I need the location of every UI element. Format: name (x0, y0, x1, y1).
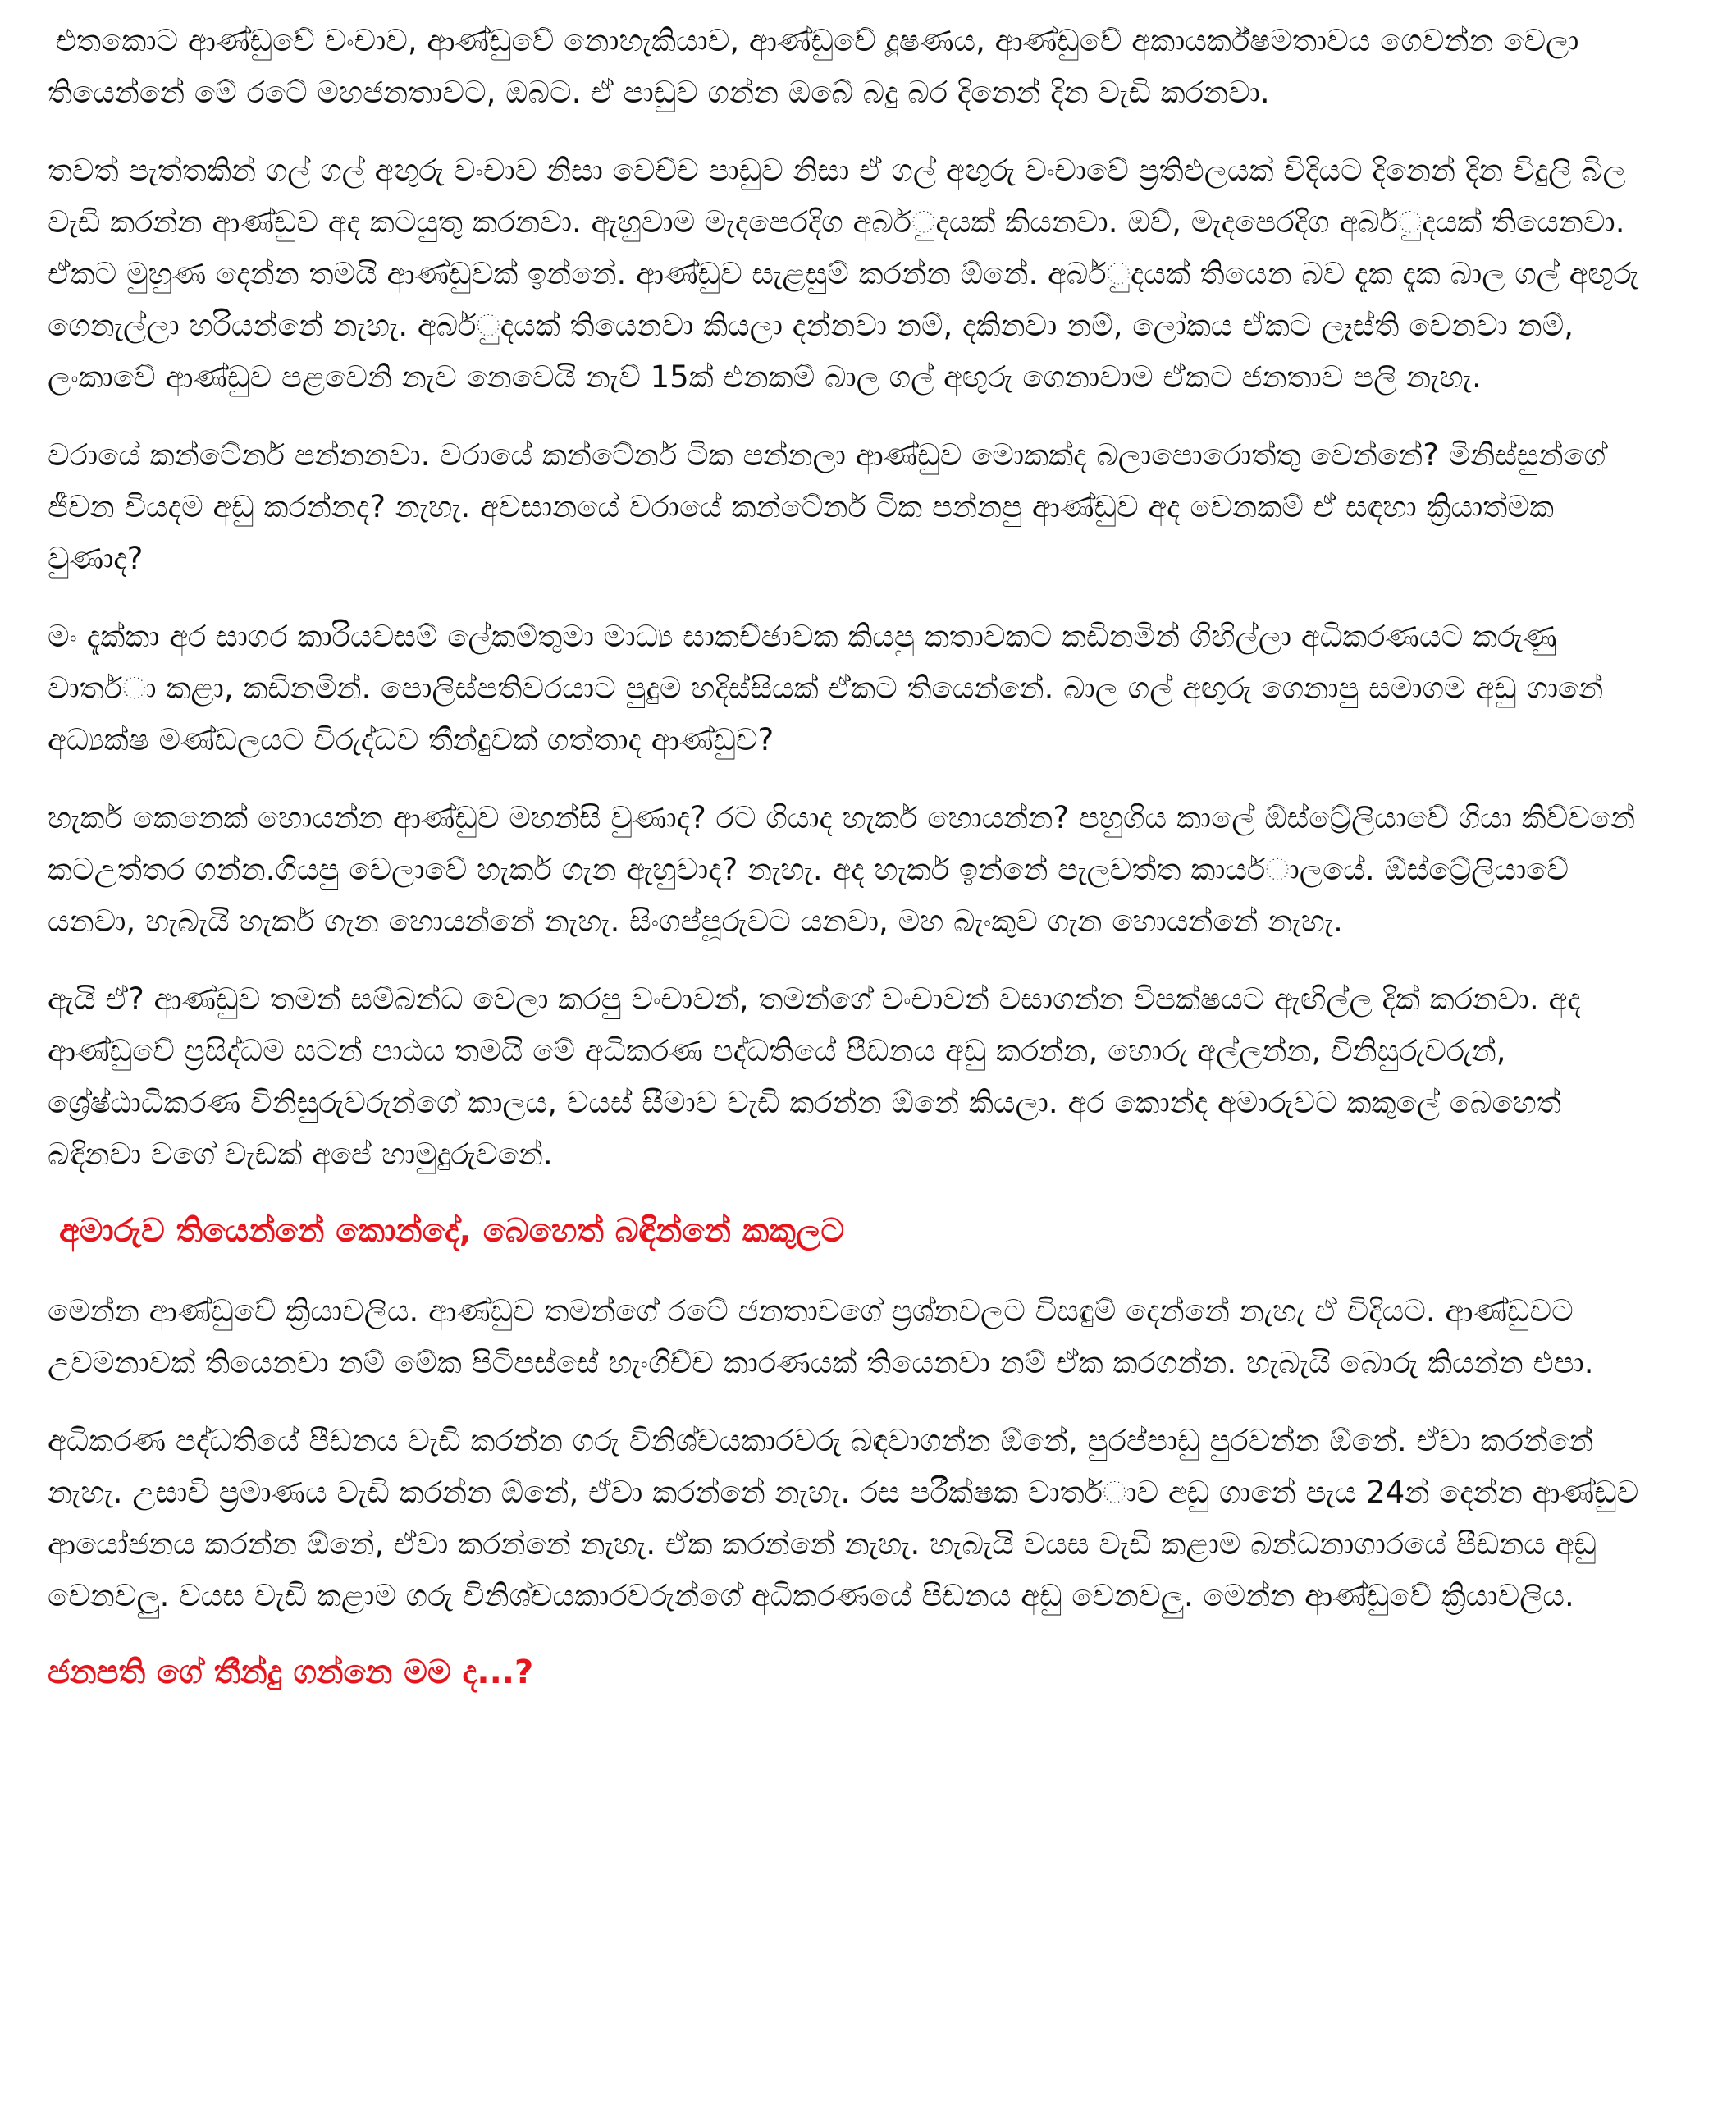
paragraph-5: හැකර් කෙනෙක් හොයන්න ආණ්ඩුව මහන්සි වුණාද? රට ගියාද හැකර් හොයන්න? පහුගිය කාලේ ඕස්ට්‍රේලියාවේ ගියා කිව්වනේ කටඋත්තර ගන්න.ගියපු වෙලාවේ හැකර් ගැන ඇහුවාද? නැහැ. අද හැකර් ඉන්නේ පැලවත්ත කායර්ාලයේ. ඕස්ට්‍රේලියාවේ යනවා, හැබැයි හැකර් ගැන හොයන්නේ නැහැ. සිංගප්පූරුවට යනවා, මහ බැංකුව ගැන හොයන්නේ නැහැ. (48, 800, 1636, 939)
paragraph-2: තවත් පැත්තකින් ගල් ගල් අඟුරු වංචාව නිසා වෙච්ච පාඩුව නිසා ඒ ගල් අඟුරු වංචාවේ ප්‍රතිඵලයක් විදියට දිනෙන් දින විදුලි බිල වැඩි කරන්න ආණ්ඩුව අද කටයුතු කරනවා. ඇහුවාම මැදපෙරදිග අබර්ුදයක් කියනවා. ඔව්, මැදපෙරදිග අබර්ුදයක් තියෙනවා. ඒකට මුහුණ දෙන්න තමයි ආණ්ඩුවක් ඉන්නේ. ආණ්ඩුව සැළසුම් කරන්න ඕනේ. අබර්ුදයක් තියෙන බව දැක දැක බාල ගල් අඟුරු ගෙනැල්ලා හරියන්නේ නැහැ. අබර්ුදයක් තියෙනවා කියලා දන්නවා නම්, දකිනවා නම්, ලෝකය ඒකට ලෑස්ති වෙනවා නම්, ලංකාවේ ආණ්ඩුව පළවෙනි නැව නෙවෙයි නැව් 15ක් එනකම් බාල ගල් අඟුරු ගෙනාවාම ඒකට ජනතාව පලි නැහැ. (48, 153, 1639, 395)
section-heading-2: ජනපති ගේ තීන්දු ගන්නෙ මම ද...? (48, 1653, 534, 1691)
section-heading-1: අමාරුව තියෙන්නේ කොන්දේ, බෙහෙත් බඳින්නේ කකුලට (59, 1212, 845, 1250)
paragraph-1: එතකොට ආණ්ඩුවේ වංචාව, ආණ්ඩුවේ නොහැකියාව, ආණ්ඩුවේ දූෂණය, ආණ්ඩුවේ අකායර්ක්ෂමතාවය ගෙවන්න වෙලා තියෙන්නේ මේ රටේ මහජනතාවට, ඔබට. ඒ පාඩුව ගන්න ඔබේ බදු බර දිනෙන් දින වැඩි කරනවා. (48, 23, 1579, 110)
paragraph-4: මං දැක්කා අර සාගර කාරියවසම් ලේකම්තුමා මාධ්‍ය සාකච්ඡාවක කියපු කතාවකට කඩිනමින් ගිහිල්ලා අධිකරණයට කරුණු වාතර්ා කළා, කඩිනමින්. පොලිස්පතිවරයාට පුදුම හදිස්සියක් ඒකට තියෙන්නේ. බාල ගල් අඟුරු ගෙනාපු සමාගම අඩු ගානේ අධ්‍යක්ෂ මණ්ඩලයට විරුද්ධව තීන්දුවක් ගත්තාද ආණ්ඩුව? (48, 619, 1604, 757)
article-body (48, 15, 1647, 1727)
paragraph-8: අධිකරණ පද්ධතියේ පීඩනය වැඩි කරන්න ගරු විනිශ්චයකාරවරු බඳවාගන්න ඕනේ, පුරප්පාඩු පුරවන්න ඕනේ. ඒවා කරන්නේ නැහැ. උසාවි ප්‍රමාණය වැඩි කරන්න ඕනේ, ඒවා කරන්නේ නැහැ. රස පරීක්ෂක වාතර්ාව අඩු ගානේ පැය 24න් දෙන්න ආණ්ඩුව ආයෝජනය කරන්න ඕනේ, ඒවා කරන්නේ නැහැ. ඒක කරන්නේ නැහැ. හැබැයි වයස වැඩි කළාම බන්ධනාගාරයේ පීඩනය අඩු වෙනවලු. වයස වැඩි කළාම ගරු විනිශ්චයකාරවරුන්ගේ අධිකරණයේ පීඩනය අඩු වෙනවලු. මෙන්න ආණ්ඩුවේ ක්‍රියාවලිය. (48, 1423, 1639, 1613)
paragraph-7: මෙන්න ආණ්ඩුවේ ක්‍රියාවලිය. ආණ්ඩුව තමන්ගේ රටේ ජනතාවගේ ප්‍රශ්නවලට විසඳුම් දෙන්නේ නැහැ ඒ විදියට. ආණ්ඩුවට උවමනාවක් තියෙනවා නම් මේක පිටිපස්සේ හැංගිච්ච කාරණයක් තියෙනවා නම් ඒක කරගන්න. හැබැයි බොරු කියන්න එපා. (48, 1293, 1594, 1380)
paragraph-6: ඇයි ඒ? ආණ්ඩුව තමන් සම්බන්ධ වෙලා කරපු වංචාවන්, තමන්ගේ වංචාවන් වසාගන්න විපක්ෂයට ඇඟිල්ල දික් කරනවා. අද ආණ්ඩුවේ ප්‍රසිද්ධම සටන් පාඨය තමයි මේ අධිකරණ පද්ධතියේ පීඩනය අඩු කරන්න, හොරු අල්ලන්න, විනිසුරුවරුන්, ශ්‍රේෂ්ඨාධිකරණ විනිසුරුවරුන්ගේ කාලය, වයස් සීමාව වැඩි කරන්න ඕනේ කියලා. අර කොන්ද අමාරුවට කකුලේ බෙහෙත් බඳිනවා වගේ වැඩක් අපේ හාමුදුරුවනේ. (48, 981, 1581, 1172)
paragraph-3: වරායේ කන්ටේනර් පන්නනවා. වරායේ කන්ටේනර් ටික පන්නලා ආණ්ඩුව මොකක්ද බලාපොරොත්තු වෙන්නේ? මිනිස්සුන්ගේ ජීවන වියදම අඩු කරන්නද? නැහැ. අවසානයේ වරායේ කන්ටේනර් ටික පන්නපු ආණ්ඩුව අද වෙනකම් ඒ සඳහා ක්‍රියාත්මක වුණාද? (48, 437, 1606, 576)
